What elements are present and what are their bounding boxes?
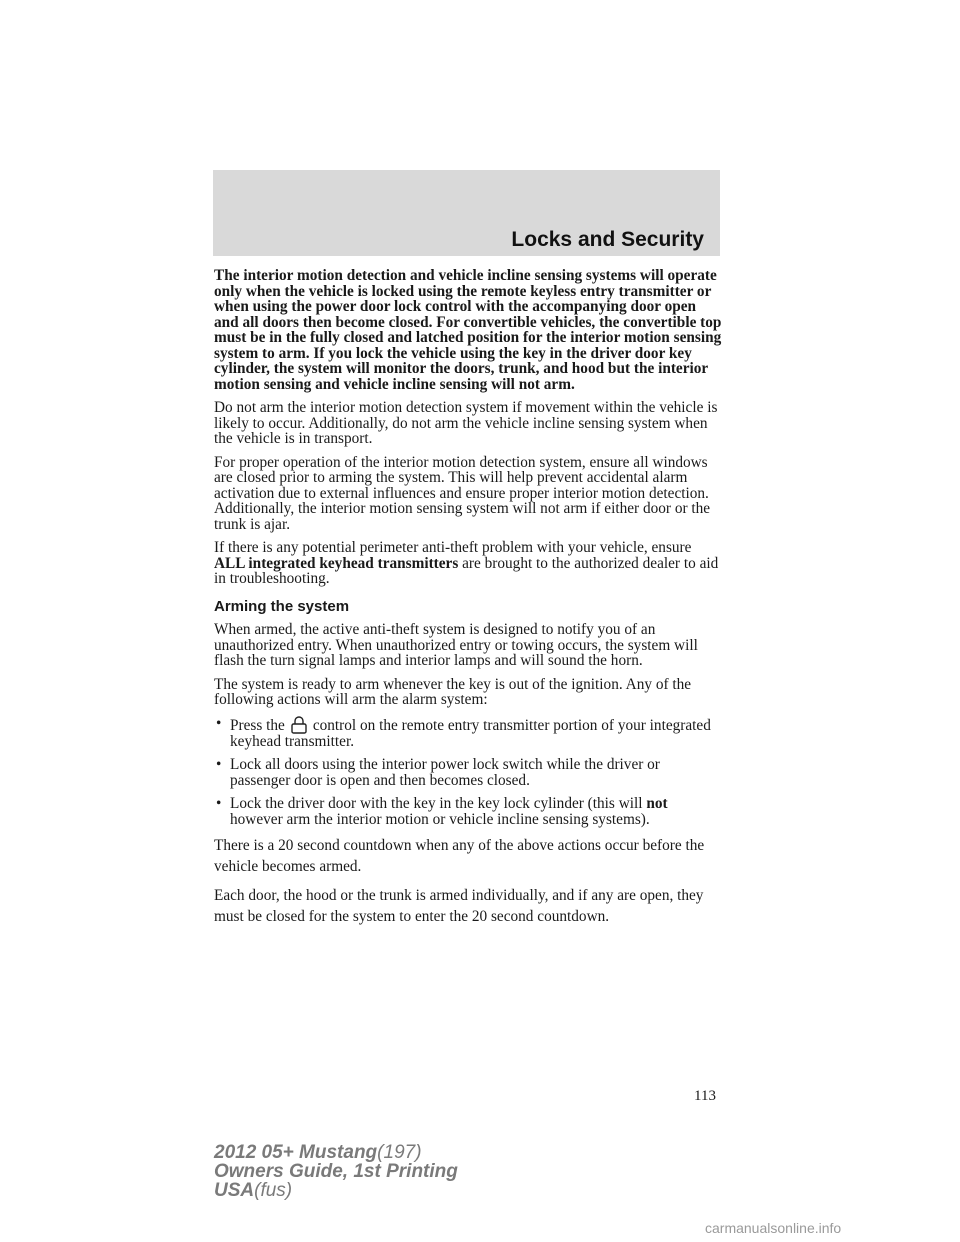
perimeter-bold: ALL integrated keyhead transmitters <box>214 554 459 572</box>
section-header-band <box>213 170 720 256</box>
paragraph-individual: Each door, the hood or the trunk is armed individually, and if any are open, they must be closed for the system to enter the 20 second countdown. <box>214 887 704 925</box>
page-content <box>214 268 724 935</box>
footer-line2 <box>214 1162 458 1181</box>
bullet3-text-a: Lock the driver door with the key in the key lock cylinder (this will <box>230 795 647 812</box>
paragraph-transport: Do not arm the interior motion detection system if movement within the vehicle is likely to occur. Additionally, do not arm the vehicle incline sensing system when the vehicle is in transport. <box>214 399 718 447</box>
section-title: Locks and Security <box>511 228 704 251</box>
perimeter-text-b: are brought to the authorized dealer to aid in troubleshooting. <box>214 554 719 587</box>
footer-model-page: (197) <box>377 1142 422 1163</box>
watermark: carmanualsonline.info <box>705 1220 842 1236</box>
list-item: • Lock all doors using the interior power lock switch while the driver or passenger door is open and then becomes closed. <box>214 757 724 788</box>
footer-model: 2012 05+ Mustang <box>214 1142 378 1163</box>
footer-guide: Owners Guide, 1st Printing <box>214 1161 458 1182</box>
paragraph-armed: When armed, the active anti-theft system is designed to notify you of an unauthorized entry. When unauthorized entry or towing occurs, the system will flash the turn signal lamps and interior lamps and will sound the horn. <box>214 621 698 669</box>
bullet3-bold: not <box>646 795 668 812</box>
footer-line1 <box>214 1143 458 1162</box>
bullet3-text-b: however arm the interior motion or vehicle incline sensing systems). <box>230 810 650 828</box>
footer-line3 <box>214 1181 458 1200</box>
bullet1-text-a: Press the <box>230 716 285 734</box>
page-number: 113 <box>694 1088 716 1104</box>
arming-actions-list <box>214 716 724 828</box>
paragraph-windows: For proper operation of the interior motion detection system, ensure all windows are closed prior to arming the system. This will help prevent accidental alarm activation due to external influences and ensure proper interior motion detection. Additionally, the interior motion sensing system will not arm if either door or the trunk is ajar. <box>214 453 711 533</box>
footer-region: USA <box>214 1180 255 1201</box>
paragraph-countdown: There is a 20 second countdown when any of the above actions occur before the vehicle becomes armed. <box>214 837 705 875</box>
section-heading-arming: Arming the system <box>214 597 350 615</box>
bullet1-text-b: control on the remote entry transmitter portion of your integrated keyhead transmitter. <box>230 716 711 750</box>
lock-icon <box>288 716 310 734</box>
footer-region-code: (fus) <box>254 1180 293 1201</box>
perimeter-text-a: If there is any potential perimeter anti-theft problem with your vehicle, ensure <box>214 539 692 556</box>
paragraph-perimeter <box>214 540 724 587</box>
list-item <box>214 716 724 750</box>
footer <box>214 1143 458 1200</box>
paragraph-ready: The system is ready to arm whenever the key is out of the ignition. Any of the following actions will arm the alarm system: <box>214 675 692 708</box>
list-item <box>214 796 724 827</box>
intro-paragraph: The interior motion detection and vehicle incline sensing systems will operate only when the vehicle is locked using the remote keyless entry transmitter or when using the power door lock control with the accompanying door open and all doors then become closed. For convertible vehicles, the convertible top must be in the fully closed and latched position for the interior motion sensing system to arm. If you lock the vehicle using the key in the driver door key cylinder, the system will monitor the doors, trunk, and hood but the interior motion sensing and vehicle incline sensing will not arm. <box>214 267 722 393</box>
